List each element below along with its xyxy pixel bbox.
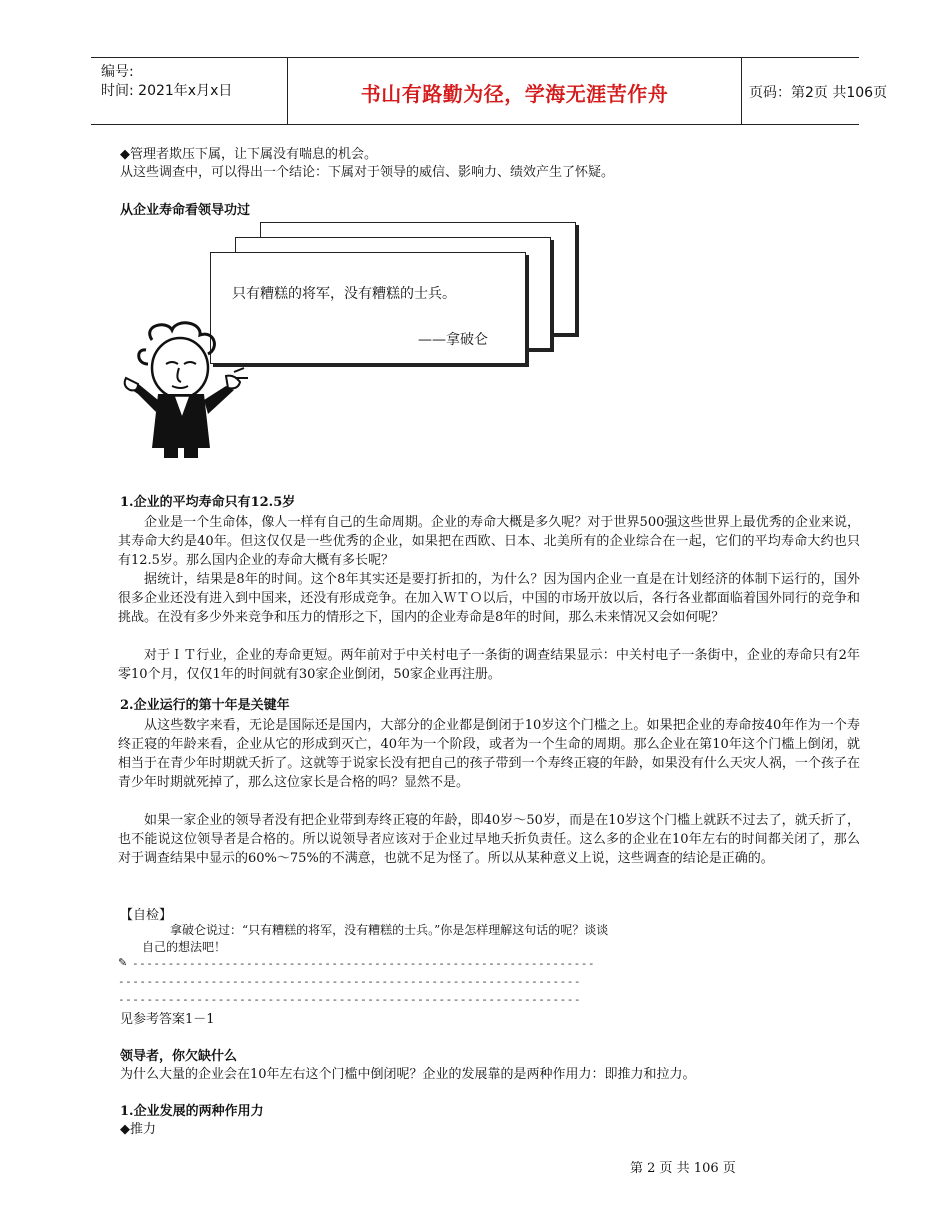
time-label: 时间: 2021年x月x日 [101,83,233,99]
sub2-paragraph-2: 如果一家企业的领导者没有把企业带到寿终正寝的年龄，即40岁～50岁，而是在10岁这个门槛上就跃不过去了，就夭折了，也不能说这位领导者是合格的。所以说领导者应该对于企业过早地夭折负责任。这么多的企业在10年左右的时间都关闭了，那么对于调查结果中显示的60%～75%的不满意，也就不足为怪了。所以从某种意义上说，这些调查的结论是正确的。 [118,813,860,866]
self-check-question-1: 拿破仑说过：“只有糟糕的将军，没有糟糕的士兵。”你是怎样理解这句话的呢？谈谈 [170,923,609,937]
answer-line-1: ----------------------------------------------------------------- [132,957,595,970]
leader-title: 领导者，你欠缺什么 [120,1049,238,1064]
quote-text: 只有糟糕的将军，没有糟糕的士兵。 [232,286,456,302]
bullet-oppress: ◆管理者欺压下属，让下属没有喘息的机会。 [120,147,377,162]
quote-author: ——拿破仑 [418,332,488,348]
header-meta [91,58,287,124]
number-label: 编号: [101,64,134,80]
conclusion-text: 从这些调查中，可以得出一个结论：下属对于领导的威信、影响力、绩效产生了怀疑。 [120,165,615,180]
page-header [91,57,888,125]
bullet-push: ◆推力 [120,1122,156,1137]
quote-card-front [210,252,526,364]
page-info: 页码：第2页 共106页 [749,85,888,101]
sub2-title: 2.企业运行的第十年是关键年 [120,698,290,713]
answer-reference: 见参考答案1－1 [120,1012,215,1027]
motto: 书山有路勤为径，学海无涯苦作舟 [360,82,669,106]
sub2-paragraph-1: 从这些数字来看，无论是国际还是国内，大部分的企业都是倒闭于10岁这个门槛之上。如果把企业的寿命按40年作为一个寿终正寝的年龄来看，企业从它的形成到灭亡，40年为一个阶段，或者为一个生命的周期。那么企业在第10年这个门槛上倒闭，就相当于在青少年时期就夭折了。这就等于说家长没有把自己的孩子带到一个寿终正寝的年龄，如果没有什么天灾人祸，一个孩子在青少年时期就死掉了，那么这位家长是合格的吗？显然不是。 [118,718,860,790]
header-page-cell [741,58,888,124]
header-motto-cell [287,58,742,124]
self-check-title: 【自检】 [120,908,173,923]
answer-line-3: ----------------------------------------------------------------- [118,993,581,1006]
napoleon-cartoon-illustration [122,320,252,460]
leader-paragraph: 为什么大量的企业会在10年左右这个门槛中倒闭呢？企业的发展靠的是两种作用力：即推力和拉力。 [120,1067,696,1082]
forces-subtitle: 1.企业发展的两种作用力 [120,1104,264,1119]
pencil-icon: ✎ [118,956,128,969]
self-check-question-2: 自己的想法吧！ [142,940,227,954]
sub1-paragraph-1: 企业是一个生命体，像人一样有自己的生命周期。企业的寿命大概是多久呢？对于世界500强这些世界上最优秀的企业来说，其寿命大约是40年。但这仅仅是一些优秀的企业，如果把在西欧、日本、北美所有的企业综合在一起，它们的平均寿命大约也只有12.5岁。那么国内企业的寿命大概有多长呢？ [118,515,860,568]
answer-line-2: ----------------------------------------------------------------- [118,975,581,988]
page-footer: 第 2 页 共 106 页 [630,1161,736,1176]
sub1-title: 1.企业的平均寿命只有12.5岁 [120,495,296,510]
sub1-paragraph-3: 对于ＩＴ行业，企业的寿命更短。两年前对于中关村电子一条街的调查结果显示：中关村电子一条街中，企业的寿命只有2年零10个月，仅仅1年的时间就有30家企业倒闭，50家企业再注册。 [118,648,860,682]
section-title: 从企业寿命看领导功过 [120,203,251,218]
sub1-paragraph-2: 据统计，结果是8年的时间。这个8年其实还是要打折扣的，为什么？因为国内企业一直是在计划经济的体制下运行的，国外很多企业还没有进入到中国来，还没有形成竞争。在加入ＷＴＯ以后，中国的市场开放以后，各行各业都面临着国外同行的竞争和挑战。在没有多少外来竞争和压力的情形之下，国内的企业寿命是8年的时间，那么未来情况又会如何呢？ [118,572,860,625]
